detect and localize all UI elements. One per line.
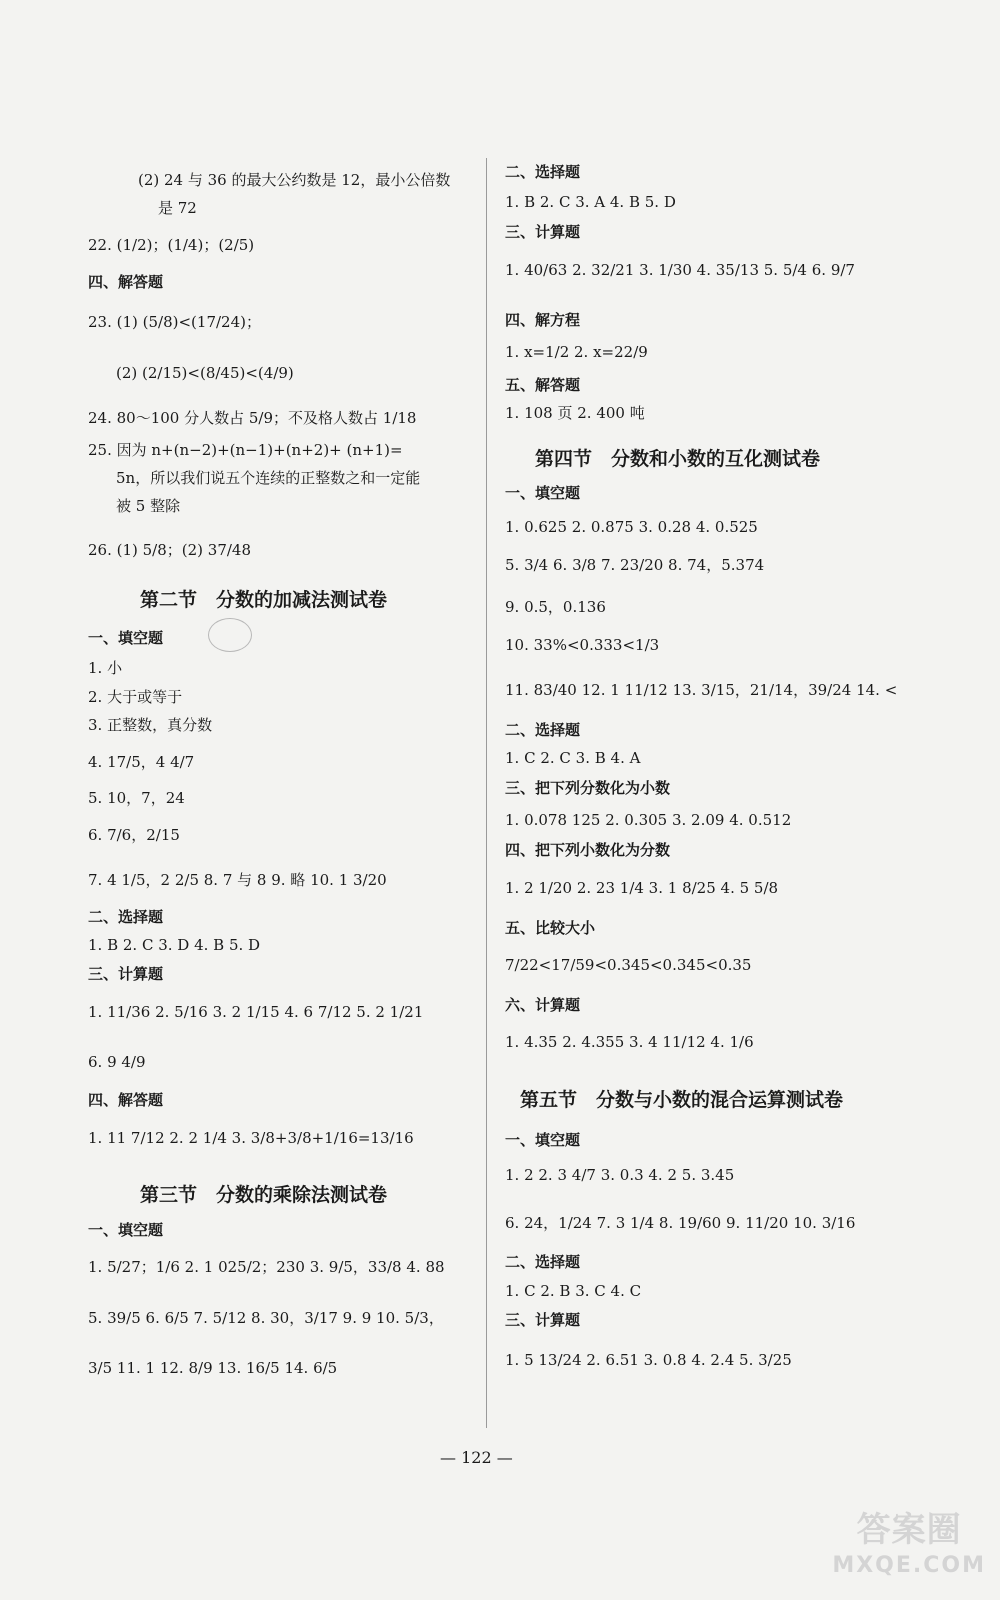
answer-line: 1. C 2. C 3. B 4. A	[505, 749, 641, 767]
chapter-title: 第五节 分数与小数的混合运算测试卷	[520, 1089, 844, 1111]
chapter-title: 第二节 分数的加减法测试卷	[140, 589, 388, 611]
answer-line: 5n，所以我们说五个连续的正整数之和一定能	[116, 469, 421, 487]
answer-line: 1. 11 7/12 2. 2 1/4 3. 3/8+3/8+1/16=13/16	[88, 1129, 414, 1147]
section-heading: 二、选择题	[505, 163, 581, 181]
answer-line: 1. 2 1/20 2. 23 1/4 3. 1 8/25 4. 5 5/8	[505, 879, 779, 897]
answer-line: 6. 9 4/9	[88, 1053, 146, 1071]
answer-line: 1. C 2. B 3. C 4. C	[505, 1282, 642, 1300]
answer-line: 1. 小	[88, 659, 123, 677]
answer-line: (2) 24 与 36 的最大公约数是 12，最小公倍数	[138, 171, 451, 189]
chapter-title: 第四节 分数和小数的互化测试卷	[535, 448, 821, 470]
section-heading: 四、解答题	[88, 1091, 164, 1109]
answer-line: 1. 5 13/24 2. 6.51 3. 0.8 4. 2.4 5. 3/25	[505, 1351, 792, 1369]
section-heading: 一、填空题	[88, 1221, 164, 1239]
section-heading: 二、选择题	[505, 1253, 581, 1271]
page-number: — 122 —	[440, 1448, 513, 1467]
answer-line: 被 5 整除	[116, 497, 181, 515]
answer-line: 10. 33%<0.333<1/3	[505, 636, 660, 654]
answer-line: 11. 83/40 12. 1 11/12 13. 3/15，21/14，39/24 14. <	[505, 681, 898, 699]
watermark-url: MXQE.COM	[832, 1553, 986, 1578]
answer-line: 22. (1/2)；(1/4)；(2/5)	[88, 236, 255, 254]
section-heading: 一、填空题	[505, 1131, 581, 1149]
answer-line: 1. B 2. C 3. A 4. B 5. D	[505, 193, 676, 211]
answer-line: 24. 80～100 分人数占 5/9；不及格人数占 1/18	[88, 409, 417, 427]
answer-line: 5. 10，7，24	[88, 789, 185, 807]
answer-line: 5. 39/5 6. 6/5 7. 5/12 8. 30，3/17 9. 9 10. 5/3，	[88, 1309, 444, 1327]
section-heading: 三、计算题	[88, 965, 164, 983]
answer-line: 3. 正整数，真分数	[88, 716, 213, 734]
answer-line: 7/22<17/59<0.345<0.345<0.35	[505, 956, 752, 974]
answer-line: 7. 4 1/5，2 2/5 8. 7 与 8 9. 略 10. 1 3/20	[88, 871, 387, 889]
section-heading: 四、解答题	[88, 273, 164, 291]
answer-line: 1. 40/63 2. 32/21 3. 1/30 4. 35/13 5. 5/4 6. 9/7	[505, 261, 855, 279]
section-heading: 一、填空题	[505, 484, 581, 502]
answer-line: 1. 4.35 2. 4.355 3. 4 11/12 4. 1/6	[505, 1033, 754, 1051]
answer-line: 3/5 11. 1 12. 8/9 13. 16/5 14. 6/5	[88, 1359, 338, 1377]
answer-line: 2. 大于或等于	[88, 688, 183, 706]
watermark-text: 答案圈	[856, 1510, 962, 1550]
answer-line: 1. 2 2. 3 4/7 3. 0.3 4. 2 5. 3.45	[505, 1166, 735, 1184]
column-divider	[486, 158, 487, 1428]
answer-line: 4. 17/5，4 4/7	[88, 753, 195, 771]
watermark-logo	[832, 1512, 986, 1584]
answer-line: 9. 0.5，0.136	[505, 598, 606, 616]
section-heading: 三、计算题	[505, 1311, 581, 1329]
section-heading: 六、计算题	[505, 996, 581, 1014]
answer-line: 1. 11/36 2. 5/16 3. 2 1/15 4. 6 7/12 5. 2 1/21	[88, 1003, 424, 1021]
section-heading: 三、计算题	[505, 223, 581, 241]
answer-line: 26. (1) 5/8；(2) 37/48	[88, 541, 252, 559]
section-heading: 三、把下列分数化为小数	[505, 779, 671, 797]
chapter-title: 第三节 分数的乘除法测试卷	[140, 1184, 388, 1206]
answer-line: (2) (2/15)<(8/45)<(4/9)	[116, 364, 294, 382]
answer-line: 1. 108 页 2. 400 吨	[505, 404, 645, 422]
answer-line: 1. 0.078 125 2. 0.305 3. 2.09 4. 0.512	[505, 811, 792, 829]
section-heading: 五、比较大小	[505, 919, 596, 937]
answer-line: 1. B 2. C 3. D 4. B 5. D	[88, 936, 261, 954]
answer-line: 1. 0.625 2. 0.875 3. 0.28 4. 0.525	[505, 518, 758, 536]
section-heading: 五、解答题	[505, 376, 581, 394]
section-heading: 二、选择题	[505, 721, 581, 739]
answer-line: 23. (1) (5/8)<(17/24)；	[88, 313, 261, 331]
answer-line: 是 72	[158, 199, 197, 217]
answer-line: 1. 5/27；1/6 2. 1 025/2；230 3. 9/5，33/8 4. 88	[88, 1258, 445, 1276]
answer-line: 1. x=1/2 2. x=22/9	[505, 343, 648, 361]
section-heading: 四、解方程	[505, 311, 581, 329]
answer-line: 25. 因为 n+(n−2)+(n−1)+(n+2)+ (n+1)=	[88, 441, 403, 459]
section-heading: 四、把下列小数化为分数	[505, 841, 671, 859]
section-heading: 二、选择题	[88, 908, 164, 926]
answer-line: 6. 24，1/24 7. 3 1/4 8. 19/60 9. 11/20 10. 3/16	[505, 1214, 856, 1232]
answer-line: 5. 3/4 6. 3/8 7. 23/20 8. 74，5.374	[505, 556, 765, 574]
section-heading: 一、填空题	[88, 629, 164, 647]
stamp-mark	[208, 618, 252, 652]
answer-line: 6. 7/6，2/15	[88, 826, 180, 844]
